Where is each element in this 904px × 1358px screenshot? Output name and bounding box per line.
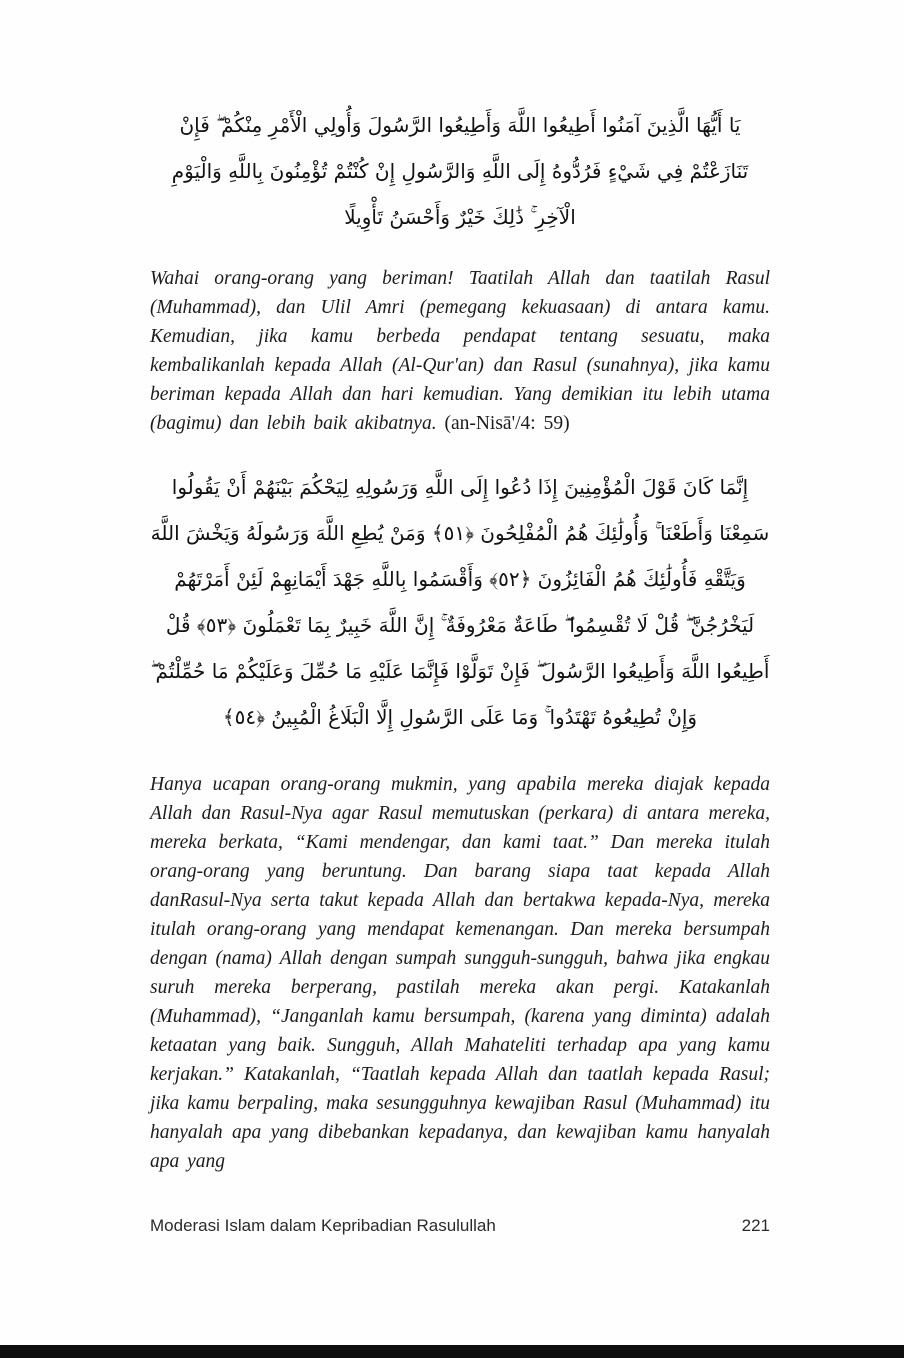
arabic-verse-annisa-4-59: يَا أَيُّهَا الَّذِينَ آمَنُوا أَطِيعُوا اللَّهَ وَأَطِيعُوا الرَّسُولَ وَأُولِي الْأَمْرِ مِنْكُمْ ۖ فَإِنْ تَنَازَعْتُمْ فِي شَيْءٍ فَرُدُّوهُ إِلَى اللَّهِ وَالرَّسُولِ إِنْ كُنْتُمْ تُؤْمِنُونَ بِاللَّهِ وَالْيَوْمِ الْآخِرِ ۚ ذَٰلِكَ خَيْرٌ وَأَحْسَنُ تَأْوِيلًا — [171, 113, 749, 229]
translation-1-text: Wahai orang-orang yang beriman! Taatilah Allah dan taatilah Rasul (Muhammad), dan Ulil Amri (pemegang kekuasaan) di antara kamu. Kemudian, jika kamu berbeda pendapat tentang sesuatu, maka kembalikanlah kepada Allah (Al-Qur'an) dan Rasul (sunahnya), jika kamu beriman kepada Allah dan hari kemudian. Yang demikian itu lebih utama (bagimu) dan lebih baik akibatnya. — [150, 268, 770, 434]
translation-2-text: Hanya ucapan orang-orang mukmin, yang apabila mereka diajak kepada Allah dan Rasul-Nya agar Rasul memutuskan (perkara) di antara mereka, mereka berkata, “Kami mendengar, dan kami taat.” Dan mereka itulah orang-orang yang beruntung. Dan barang siapa taat kepada Allah danRasul-Nya serta takut kepada Allah dan bertakwa kepada-Nya, mereka itulah orang-orang yang mendapat kemenangan. Dan mereka bersumpah dengan (nama) Allah dengan sumpah sungguh-sungguh, bahwa jika engkau suruh mereka berperang, pastilah mereka akan pergi. Katakanlah (Muhammad), “Janganlah kamu bersumpah, (karena yang diminta) adalah ketaatan yang baik. Sungguh, Allah Mahateliti terhadap apa yang kamu kerjakan.” Katakanlah, “Taatlah kepada Allah dan taatlah kepada Rasul; jika kamu berpaling, maka sesungguhnya kewajiban Rasul (Muhammad) itu hanyalah apa yang dibebankan kepadanya, dan kewajiban kamu hanyalah apa yang — [150, 774, 770, 1172]
translation-annisa-4-59 — [150, 264, 770, 438]
scan-edge-bottom — [0, 1345, 904, 1358]
page-footer — [150, 1216, 770, 1236]
footer-page-number: 221 — [741, 1216, 770, 1235]
translation-annur-24-51-54 — [150, 770, 770, 1176]
verse-reference-1: (an-Nisā'/4: 59) — [444, 413, 570, 434]
arabic-verse-annur-24-51-54: إِنَّمَا كَانَ قَوْلَ الْمُؤْمِنِينَ إِذَا دُعُوا إِلَى اللَّهِ وَرَسُولِهِ لِيَحْكُمَ بَيْنَهُمْ أَنْ يَقُولُوا سَمِعْنَا وَأَطَعْنَا ۚ وَأُولَٰئِكَ هُمُ الْمُفْلِحُونَ ﴿٥١﴾ وَمَنْ يُطِعِ اللَّهَ وَرَسُولَهُ وَيَخْشَ اللَّهَ وَيَتَّقْهِ فَأُولَٰئِكَ هُمُ الْفَائِزُونَ ﴿٥٢﴾ وَأَقْسَمُوا بِاللَّهِ جَهْدَ أَيْمَانِهِمْ لَئِنْ أَمَرْتَهُمْ لَيَخْرُجُنَّ ۖ قُلْ لَا تُقْسِمُوا ۖ طَاعَةٌ مَعْرُوفَةٌ ۚ إِنَّ اللَّهَ خَبِيرٌ بِمَا تَعْمَلُونَ ﴿٥٣﴾ قُلْ أَطِيعُوا اللَّهَ وَأَطِيعُوا الرَّسُولَ ۖ فَإِنْ تَوَلَّوْا فَإِنَّمَا عَلَيْهِ مَا حُمِّلَ وَعَلَيْكُمْ مَا حُمِّلْتُمْ ۖ وَإِنْ تُطِيعُوهُ تَهْتَدُوا ۚ وَمَا عَلَى الرَّسُولِ إِلَّا الْبَلَاغُ الْمُبِينُ ﴿٥٤﴾ — [150, 475, 770, 729]
footer-book-title: Moderasi Islam dalam Kepribadian Rasulullah — [150, 1216, 496, 1235]
